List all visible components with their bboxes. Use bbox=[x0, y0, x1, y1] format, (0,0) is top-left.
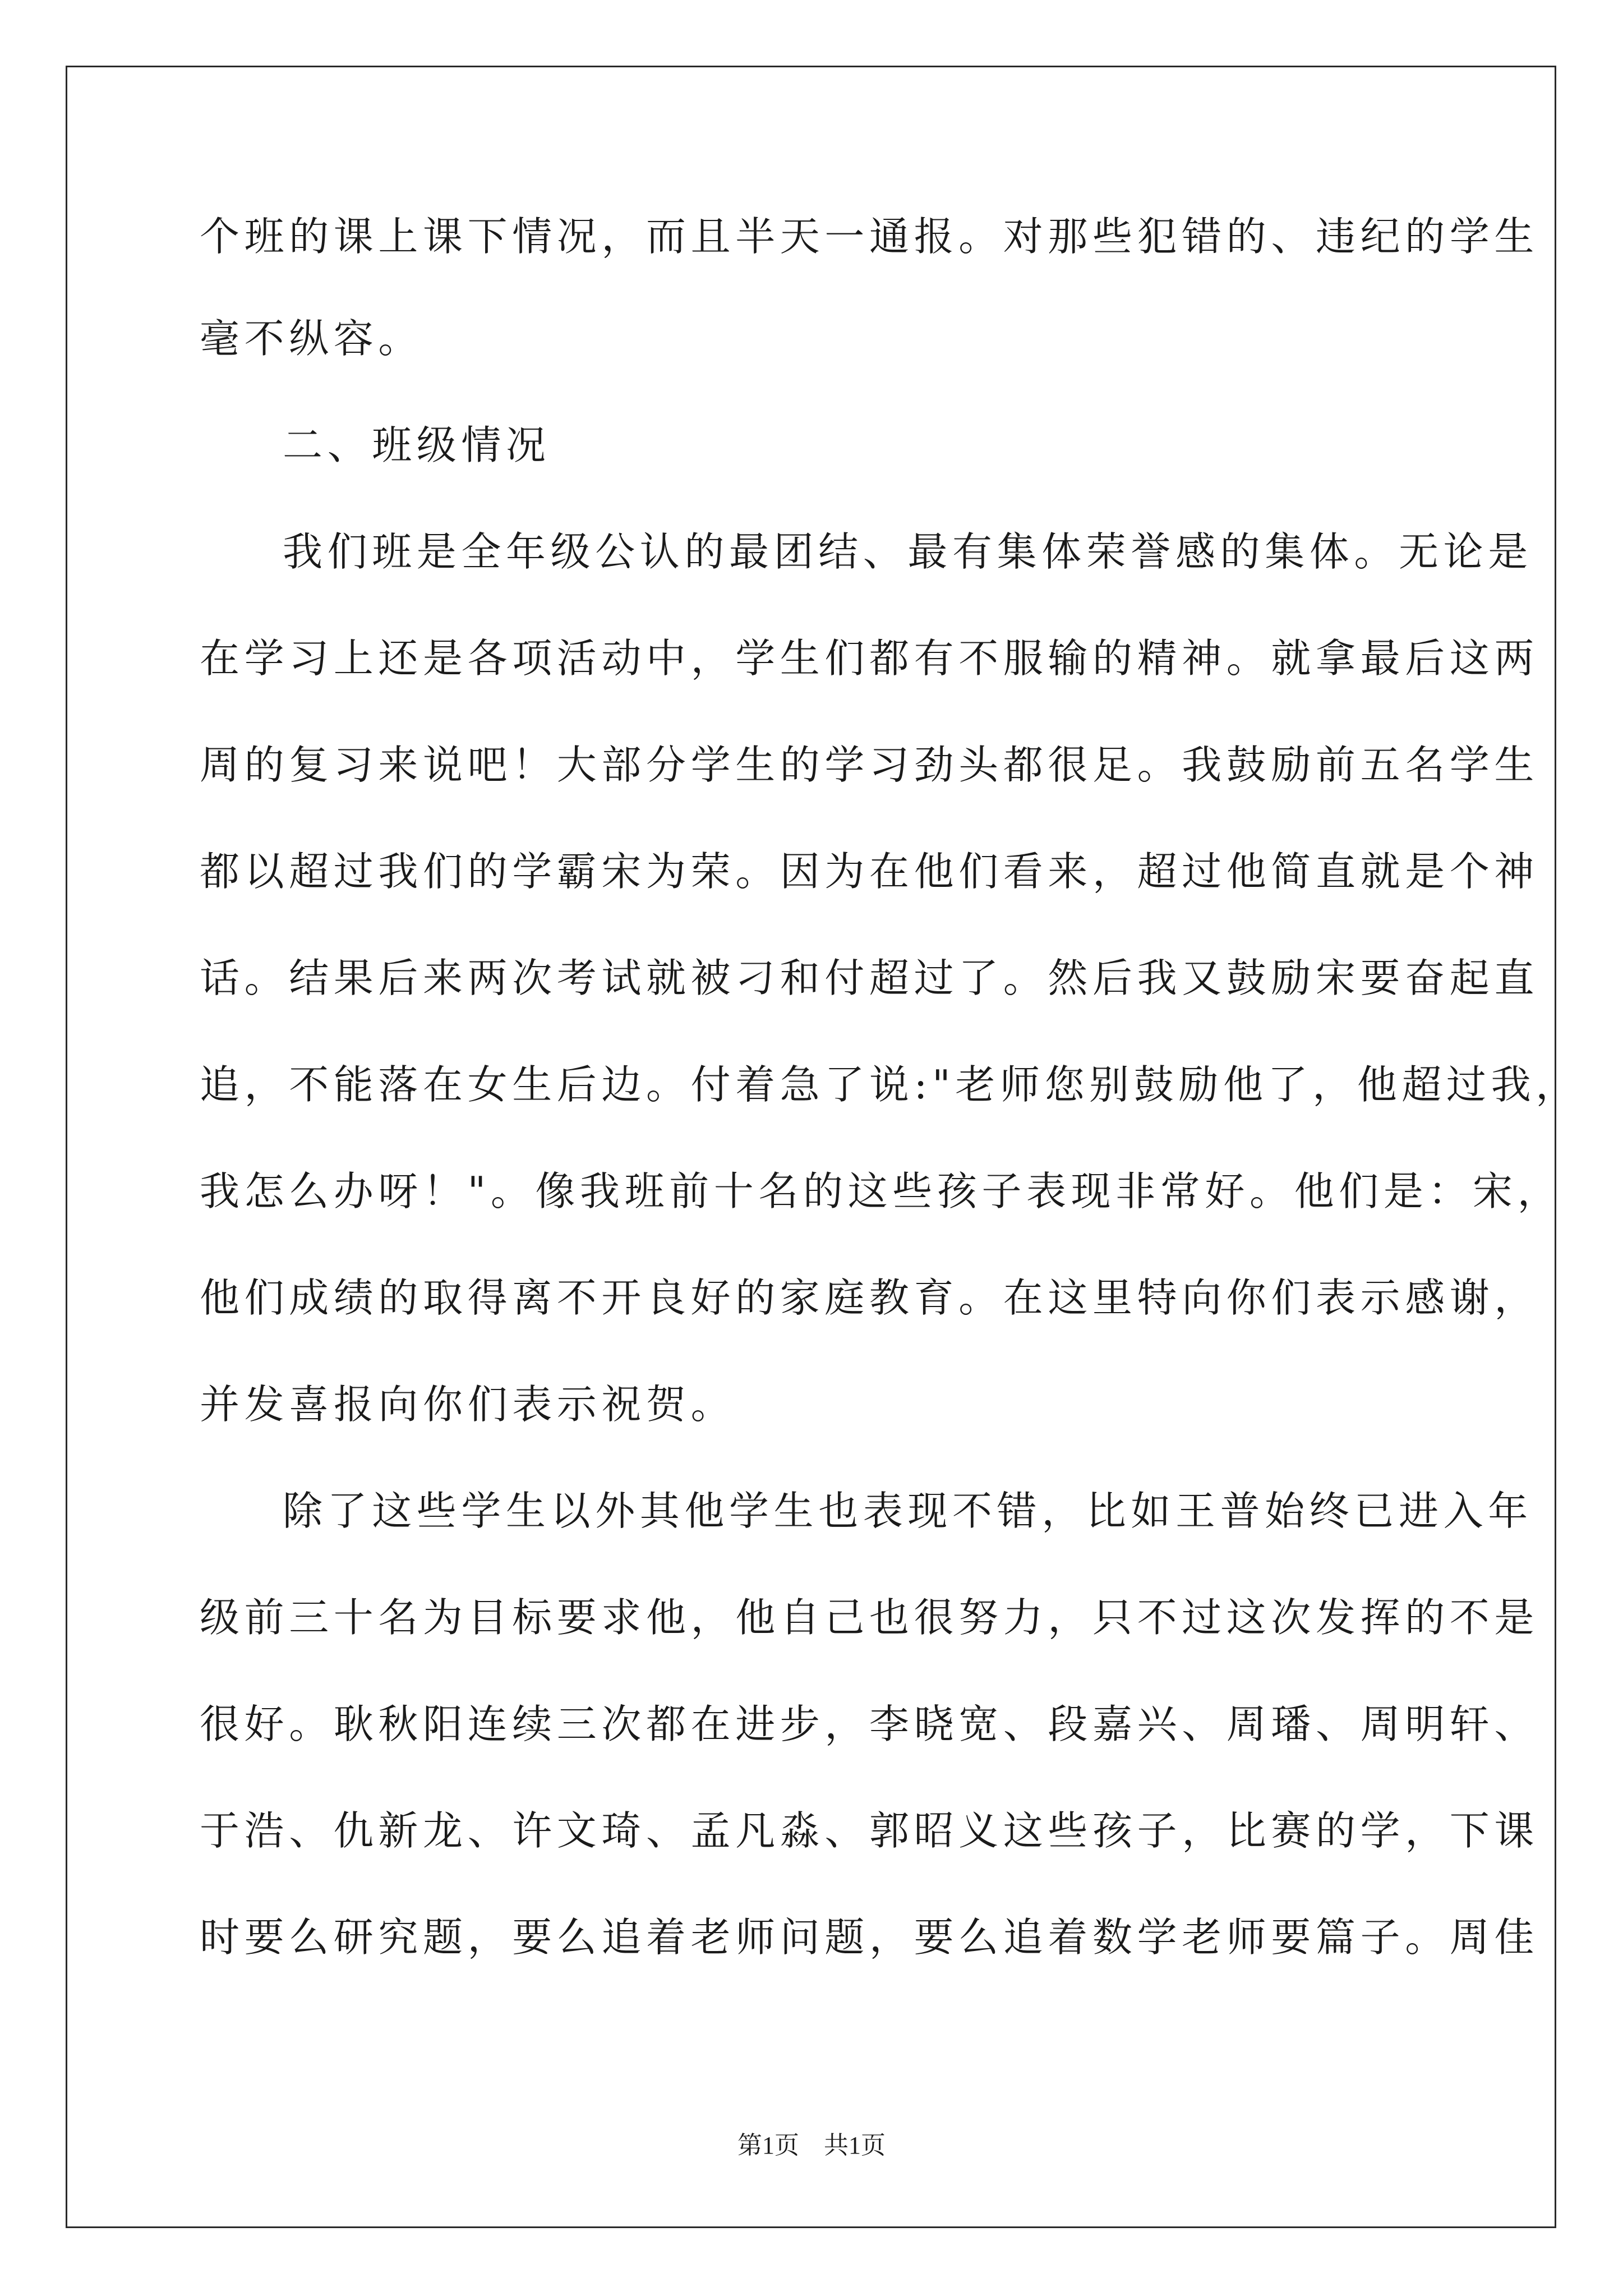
text-line: 并发喜报向你们表示祝贺。 bbox=[200, 1381, 736, 1428]
text-line: 我怎么办呀！"。像我班前十名的这些孩子表现非常好。他们是：宋， bbox=[200, 1168, 1562, 1214]
text-line: 时要么研究题，要么追着老师问题，要么追着数学老师要篇子。周佳 bbox=[200, 1914, 1539, 1961]
text-line: 很好。耿秋阳连续三次都在进步，李晓宽、段嘉兴、周璠、周明轩、 bbox=[200, 1701, 1539, 1747]
text-line: 个班的课上课下情况，而且半天一通报。对那些犯错的、违纪的学生 bbox=[200, 213, 1539, 260]
text-line: 毫不纵容。 bbox=[200, 315, 423, 362]
text-line: 在学习上还是各项活动中，学生们都有不服输的精神。就拿最后这两 bbox=[200, 635, 1539, 682]
text-line: 都以超过我们的学霸宋为荣。因为在他们看来，超过他简直就是个神 bbox=[200, 848, 1539, 895]
page-border bbox=[66, 66, 1556, 2228]
text-line: 除了这些学生以外其他学生也表现不错，比如王普始终已进入年 bbox=[283, 1488, 1533, 1534]
text-line: 于浩、仇新龙、许文琦、孟凡淼、郭昭义这些孩子，比赛的学，下课 bbox=[200, 1807, 1539, 1854]
text-line: 级前三十名为目标要求他，他自己也很努力，只不过这次发挥的不是 bbox=[200, 1594, 1539, 1641]
text-line: 周的复习来说吧！大部分学生的学习劲头都很足。我鼓励前五名学生 bbox=[200, 742, 1539, 788]
text-line: 追，不能落在女生后边。付着急了说:"老师您别鼓励他了，他超过我， bbox=[200, 1061, 1580, 1108]
text-line: 我们班是全年级公认的最团结、最有集体荣誉感的集体。无论是 bbox=[283, 528, 1533, 575]
text-line: 他们成绩的取得离不开良好的家庭教育。在这里特向你们表示感谢， bbox=[200, 1274, 1539, 1321]
page-number: 第1页 共1页 bbox=[737, 2132, 886, 2159]
section-heading: 二、班级情况 bbox=[283, 422, 551, 468]
text-line: 话。结果后来两次考试就被刁和付超过了。然后我又鼓励宋要奋起直 bbox=[200, 955, 1539, 1001]
